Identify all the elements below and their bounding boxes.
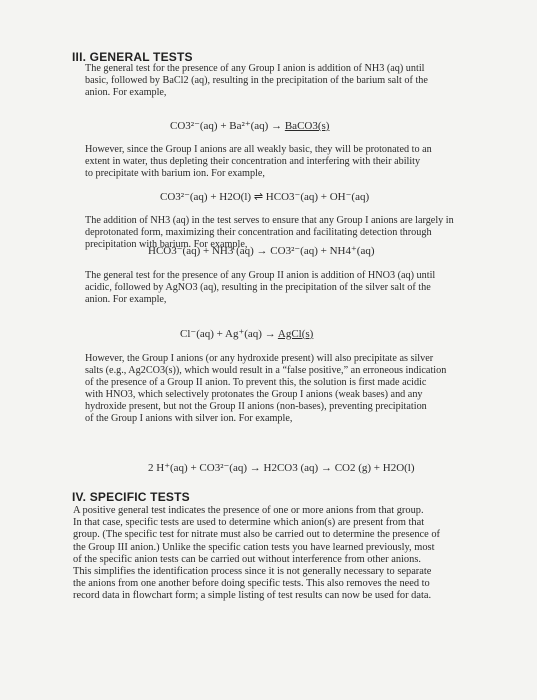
text-line: However, the Group I anions (or any hydroxide present) will also precipitate as silver	[85, 353, 434, 364]
text-line: The general test for the presence of any Group I anion is addition of NH3 (aq) until	[85, 63, 425, 74]
section-heading-specific-tests: IV. SPECIFIC TESTS	[72, 490, 190, 504]
text-line: of the presence of a Group II anion. To prevent this, the solution is first made acidic	[85, 377, 427, 388]
paragraph-specific-tests	[73, 505, 463, 603]
equation-barium-carbonate	[170, 119, 329, 132]
text-line: acidic, followed by AgNO3 (aq), resulting in the precipitation of the silver salt of the	[85, 282, 431, 293]
text-line: anion. For example,	[85, 87, 167, 98]
text-line: the Group III anion.) Unlike the specific cation tests you have learned previously, most	[73, 541, 435, 553]
paragraph-group2-general-test	[85, 270, 460, 306]
equation-precipitate: AgCl(s)	[277, 328, 314, 340]
text-line: salts (e.g., Ag2CO3(s)), which would result in a “false positive,” an erroneous indication	[85, 365, 447, 376]
text-line: the anions from one another before doing specific tests. This also removes the need to	[73, 578, 430, 590]
text-line: anion. For example,	[85, 294, 167, 305]
equation-precipitate: BaCO3(s)	[284, 120, 330, 132]
text-line: The addition of NH3 (aq) in the test serves to ensure that any Group I anions are largely in	[85, 215, 454, 226]
text-line: of the Group I anions with silver ion. For example,	[85, 413, 293, 424]
equation-reactants: CO3²⁻(aq) + Ba²⁺(aq) →	[170, 120, 283, 132]
text-line: This simplifies the identification process since it is not generally necessary to separate	[73, 566, 432, 578]
equation-bicarbonate-ammonia: HCO3⁻(aq) + NH3 (aq) → CO3²⁻(aq) + NH4⁺(aq)	[148, 245, 375, 257]
section-heading-general-tests: III. GENERAL TESTS	[72, 50, 193, 64]
text-line: basic, followed by BaCl2 (aq), resulting in the precipitation of the barium salt of the	[85, 75, 428, 86]
text-line: deprotonated form, maximizing their concentration and facilitating detection through	[85, 227, 432, 238]
text-line: In that case, specific tests are used to determine which anion(s) are present from that	[73, 517, 425, 529]
text-line: group. (The specific test for nitrate must also be carried out to determine the presence of	[73, 529, 440, 541]
paragraph-group1-general-test	[85, 63, 460, 99]
equation-carbonate-acid: 2 H⁺(aq) + CO3²⁻(aq) → H2CO3 (aq) → CO2 (g) + H2O(l)	[148, 462, 415, 474]
text-line: extent in water, thus depleting their concentration and interfering with their ability	[85, 156, 421, 167]
text-line: with HNO3, which selectively protonates the Group I anions (weak bases) and any	[85, 389, 423, 400]
equation-silver-chloride	[180, 327, 313, 340]
paragraph-false-positive	[85, 353, 460, 425]
text-line: A positive general test indicates the presence of one or more anions from that group.	[73, 505, 424, 516]
text-line: record data in flowchart form; a simple listing of test results can now be used for data.	[73, 590, 432, 602]
text-line: of the specific anion tests can be carried out without interference from other anions.	[73, 553, 421, 565]
paragraph-protonation	[85, 144, 460, 180]
text-line: However, since the Group I anions are all weakly basic, they will be protonated to an	[85, 144, 432, 155]
text-line: hydroxide present, but not the Group II anions (non-bases), preventing precipitation	[85, 401, 427, 412]
text-line: precipitation with barium. For example,	[85, 239, 248, 250]
text-line: to precipitate with barium ion. For example,	[85, 168, 265, 179]
equation-reactants: Cl⁻(aq) + Ag⁺(aq) →	[180, 328, 276, 340]
text-line: The general test for the presence of any Group II anion is addition of HNO3 (aq) until	[85, 270, 436, 281]
equation-carbonate-water-equilibrium: CO3²⁻(aq) + H2O(l) ⇌ HCO3⁻(aq) + OH⁻(aq)	[160, 191, 370, 203]
